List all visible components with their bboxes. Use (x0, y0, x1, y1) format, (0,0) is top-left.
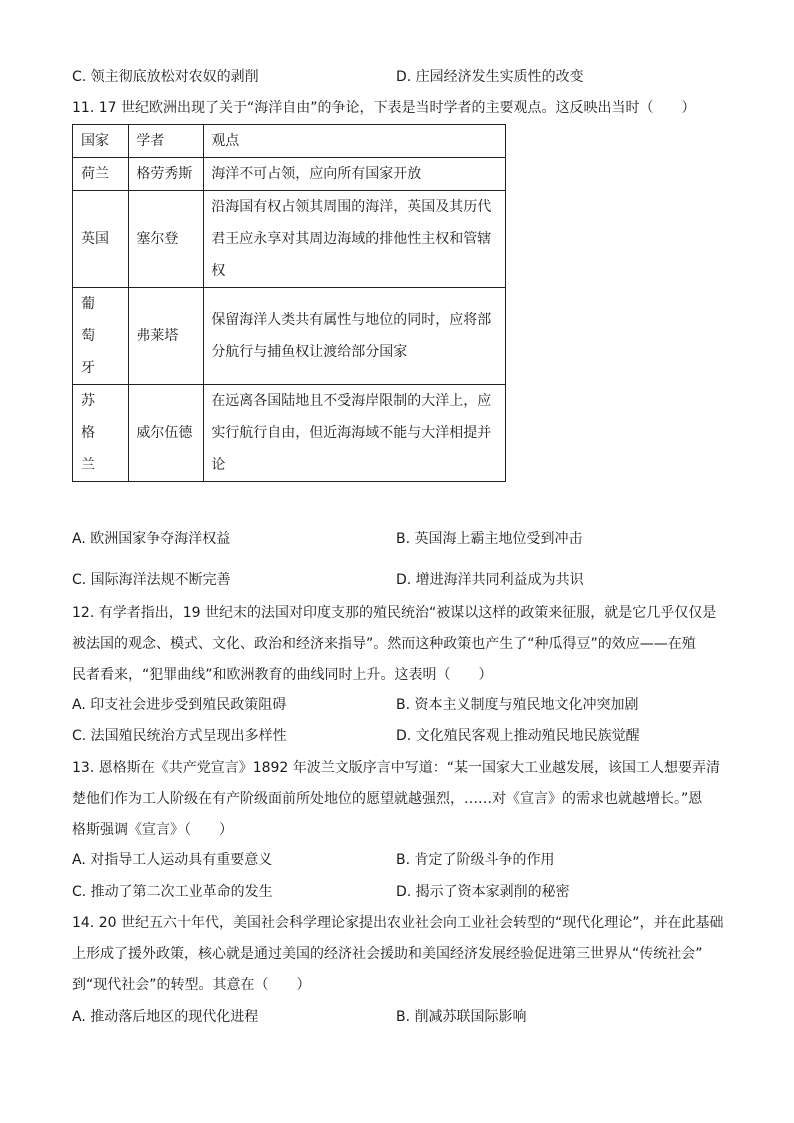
header-country: 国家 (73, 125, 129, 158)
q14-stem-line: 到“现代社会”的转型。其意在（ ） (72, 977, 311, 993)
q13-option-b: B. 肯定了阶级斗争的作用 (396, 852, 555, 868)
q13-stem-line: 格斯强调《宣言》（ ） (72, 822, 233, 838)
q12-option-a: A. 印支社会进步受到殖民政策阻碍 (72, 697, 287, 713)
q13-stem-line: 13. 恩格斯在《共产党宣言》1892 年波兰文版序言中写道：“某一国家大工业越发展，该国工人想要弄清 (72, 760, 721, 776)
view-line: 沿海国有权占领其周围的海洋，英国及其历代 (211, 199, 492, 215)
q12-stem-line: 民者看来，“犯罪曲线”和欧洲教育的曲线同时上升。这表明（ ） (72, 667, 493, 683)
table-row (73, 158, 506, 191)
q10-option-d: D. 庄园经济发生实质性的改变 (396, 69, 584, 85)
q12-stem-line: 被法国的观念、模式、文化、政治和经济来指导”。然而这种政策也产生了“种瓜得豆”的效应——在殖 (72, 636, 696, 652)
view-line: 在远离各国陆地且不受海岸限制的大洋上，应 (211, 393, 492, 409)
view-line: 君王应永享对其周边海域的排他性主权和管辖 (211, 231, 492, 247)
q12-option-b: B. 资本主义制度与殖民地文化冲突加剧 (396, 697, 639, 713)
country-line: 兰 (81, 457, 95, 473)
q10-option-c: C. 领主彻底放松对农奴的剥削 (72, 69, 259, 85)
cell-country: 英国 (73, 191, 129, 288)
cell-country: 荷兰 (73, 158, 129, 191)
view-line: 保留海洋人类共有属性与地位的同时，应将部 (211, 312, 492, 328)
table-row (73, 385, 506, 482)
cell-view (204, 158, 506, 191)
q12-option-d: D. 文化殖民客观上推动殖民地民族觉醒 (396, 728, 640, 744)
cell-scholar: 弗莱塔 (129, 288, 204, 385)
q13-option-d: D. 揭示了资本家剥削的秘密 (396, 884, 570, 900)
q14-option-b: B. 削减苏联国际影响 (396, 1009, 527, 1025)
table-row (73, 191, 506, 288)
table-header-row (73, 125, 506, 158)
cell-scholar: 格劳秀斯 (129, 158, 204, 191)
view-line: 分航行与捕鱼权让渡给部分国家 (211, 344, 408, 360)
q11-option-c: C. 国际海洋法规不断完善 (72, 572, 231, 588)
view-line: 实行航行自由，但近海海域不能与大洋相提并 (211, 425, 492, 441)
table-row (73, 288, 506, 385)
q14-stem-line: 上形成了援外政策，核心就是通过美国的经济社会援助和美国经济发展经验促进第三世界从“传统社会” (72, 946, 703, 962)
country-line: 葡 萄 (81, 296, 109, 344)
cell-view (204, 288, 506, 385)
cell-country (73, 385, 129, 482)
q11-option-a: A. 欧洲国家争夺海洋权益 (72, 531, 231, 547)
q11-option-b: B. 英国海上霸主地位受到冲击 (396, 531, 583, 547)
cell-scholar: 塞尔登 (129, 191, 204, 288)
q13-stem-line: 楚他们作为工人阶级在有产阶级面前所处地位的愿望就越强烈，……对《宣言》的需求也就越增长。”恩 (72, 791, 703, 807)
q14-option-a: A. 推动落后地区的现代化进程 (72, 1009, 259, 1025)
q11-option-d: D. 增进海洋共同利益成为共识 (396, 572, 584, 588)
view-line: 海洋不可占领，应向所有国家开放 (211, 166, 422, 182)
cell-view (204, 385, 506, 482)
q13-option-c: C. 推动了第二次工业革命的发生 (72, 884, 273, 900)
country-line: 牙 (81, 360, 95, 376)
q13-option-a: A. 对指导工人运动具有重要意义 (72, 852, 273, 868)
country-line: 苏 格 (81, 393, 109, 441)
view-line: 论 (211, 457, 226, 473)
header-view: 观点 (204, 125, 506, 158)
q11-stem: 11. 17 世纪欧洲出现了关于“海洋自由”的争论，下表是当时学者的主要观点。这反映出当时（ ） (72, 100, 696, 116)
q12-stem-line: 12. 有学者指出，19 世纪末的法国对印度支那的殖民统治“被谋以这样的政策来征服，就是它几乎仅仅是 (72, 605, 717, 621)
cell-scholar: 威尔伍德 (129, 385, 204, 482)
q11-table (72, 124, 506, 482)
q12-option-c: C. 法国殖民统治方式呈现出多样性 (72, 728, 287, 744)
cell-view (204, 191, 506, 288)
view-line: 权 (211, 263, 226, 279)
q14-stem-line: 14. 20 世纪五六十年代，美国社会科学理论家提出农业社会向工业社会转型的“现代化理论”，并在此基础 (72, 915, 724, 931)
header-scholar: 学者 (129, 125, 204, 158)
cell-country (73, 288, 129, 385)
